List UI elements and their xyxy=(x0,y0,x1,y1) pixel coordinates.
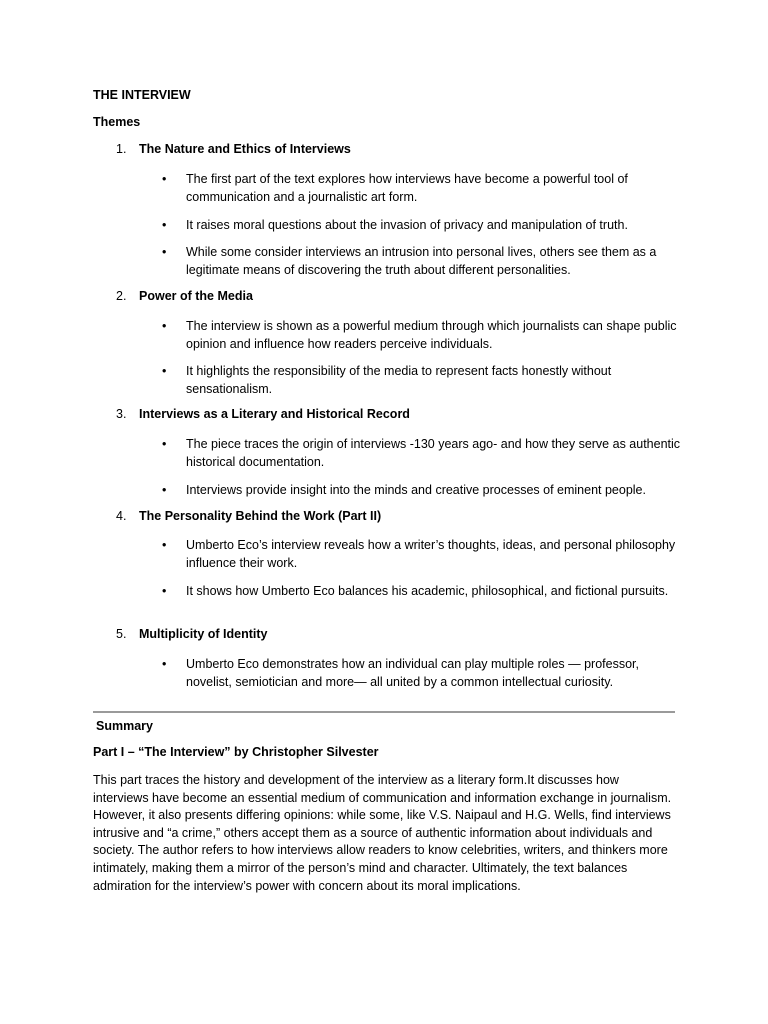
document-title: THE INTERVIEW xyxy=(93,88,191,102)
bullet-item xyxy=(162,435,682,471)
theme-heading xyxy=(116,289,253,303)
bullet-text: Umberto Eco’s interview reveals how a writer’s thoughts, ideas, and personal philosophy influence their work. xyxy=(186,538,676,570)
bullet-icon: • xyxy=(162,437,167,451)
theme-number: 5. xyxy=(116,627,127,641)
bullet-icon: • xyxy=(162,364,167,378)
theme-heading xyxy=(116,407,410,421)
bullet-icon: • xyxy=(162,483,167,497)
bullet-text: It shows how Umberto Eco balances his academic, philosophical, and fictional pursuits. xyxy=(186,584,669,598)
bullet-text: The interview is shown as a powerful medium through which journalists can shape public opinion and influence how readers perceive individuals. xyxy=(186,319,677,351)
theme-title: The Personality Behind the Work (Part II) xyxy=(139,509,382,523)
theme-title: The Nature and Ethics of Interviews xyxy=(139,142,351,156)
bullet-icon: • xyxy=(162,245,167,259)
theme-title: Power of the Media xyxy=(139,289,253,303)
summary-paragraph: This part traces the history and development of the interview as a literary form.It discusses how interviews have become an essential medium of communication and information exchange in journalism. However, it also presents differing opinions: while some, like V.S. Naipaul and H.G. Wells, find interviews intrusive and “a crime,” others accept them as a source of authentic information about individuals and society. The author refers to how interviews allow readers to know celebrities, writers, and thinkers more intimately, making them a mirror of the person’s mind and character. Ultimately, the text balances admiration for the interview’s power with concern about its moral implications. xyxy=(93,773,672,893)
theme-number: 1. xyxy=(116,142,127,156)
bullet-text: The piece traces the origin of interviews -130 years ago- and how they serve as authentic historical documentation. xyxy=(186,437,681,469)
theme-heading xyxy=(116,509,381,523)
bullet-text: The first part of the text explores how interviews have become a powerful tool of communication and a journalistic art form. xyxy=(186,172,628,204)
theme-heading xyxy=(116,142,351,156)
bullet-item xyxy=(162,582,682,600)
bullet-icon: • xyxy=(162,172,167,186)
section-divider xyxy=(93,711,675,713)
bullet-item xyxy=(162,170,682,206)
bullet-icon: • xyxy=(162,319,167,333)
bullet-icon: • xyxy=(162,657,167,671)
part-heading: Part I – “The Interview” by Christopher Silvester xyxy=(93,745,379,759)
bullet-item xyxy=(162,655,682,691)
bullet-item xyxy=(162,216,682,234)
theme-heading xyxy=(116,627,267,641)
themes-heading: Themes xyxy=(93,115,141,129)
theme-title: Interviews as a Literary and Historical Record xyxy=(139,407,410,421)
bullet-item xyxy=(162,481,682,499)
summary-heading: Summary xyxy=(96,719,153,733)
theme-number: 4. xyxy=(116,509,127,523)
bullet-text: It highlights the responsibility of the media to represent facts honestly without sensationalism. xyxy=(186,364,612,396)
theme-number: 2. xyxy=(116,289,127,303)
bullet-text: Interviews provide insight into the minds and creative processes of eminent people. xyxy=(186,483,646,497)
bullet-text: It raises moral questions about the invasion of privacy and manipulation of truth. xyxy=(186,218,628,232)
bullet-item xyxy=(162,243,682,279)
theme-title: Multiplicity of Identity xyxy=(139,627,268,641)
bullet-text: Umberto Eco demonstrates how an individual can play multiple roles — professor, novelist, semiotician and more— all united by a common intellectual curiosity. xyxy=(186,657,639,689)
bullet-icon: • xyxy=(162,218,167,232)
bullet-text: While some consider interviews an intrusion into personal lives, others see them as a legitimate means of discovering the truth about different personalities. xyxy=(186,245,657,277)
bullet-icon: • xyxy=(162,538,167,552)
bullet-item xyxy=(162,317,682,353)
bullet-icon: • xyxy=(162,584,167,598)
bullet-item xyxy=(162,536,682,572)
bullet-item xyxy=(162,362,682,398)
theme-number: 3. xyxy=(116,407,127,421)
